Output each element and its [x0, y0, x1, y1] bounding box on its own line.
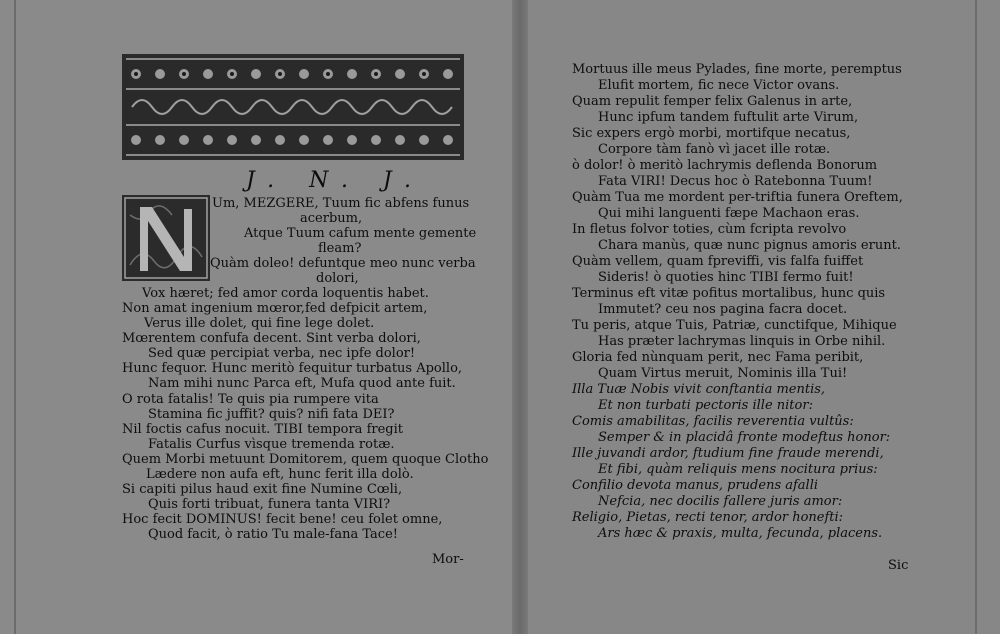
right-verse-line: ò dolor! ò meritò lachrymis deflenda Bonorum: [572, 158, 878, 173]
right-verse-line: Immutet? ceu nos pagina facra docet.: [598, 302, 848, 317]
right-verse-line: In fletus folvor toties, cùm fcripta revolvo: [572, 222, 847, 237]
right-verse-line: Sideris! ò quoties hinc TIBI fermo fuit!: [598, 270, 854, 285]
right-verse-line: Quàm vellem, quam fpreviffi, vis falfa fuiffet: [572, 254, 864, 269]
left-catchword: Mor-: [432, 552, 464, 567]
right-verse-line: Semper & in placidâ fronte modeftus honor:: [598, 430, 891, 445]
right-verse-line: Ille juvandi ardor, ftudium fine fraude merendi,: [572, 446, 884, 461]
right-verse-line: Fata VIRI! Decus hoc ò Ratebonna Tuum!: [598, 174, 873, 189]
right-verse-line: Sic expers ergò morbi, mortifque necatus,: [572, 126, 851, 141]
left-verse-line: Nil foctis cafus nocuit. TIBI tempora fregit: [122, 422, 403, 437]
left-verse-line: O rota fatalis! Te quis pia rumpere vita: [122, 392, 379, 407]
right-verse-line: Et non turbati pectoris ille nitor:: [598, 398, 813, 413]
right-verse-line: Elufit mortem, fic nece Victor ovans.: [598, 78, 840, 93]
decorated-initial-n: [122, 195, 210, 281]
left-verse-line: Hunc fequor. Hunc meritò fequitur turbatus Apollo,: [122, 361, 463, 376]
left-verse-line: Non amat ingenium mœror,fed defpicit artem,: [122, 301, 428, 316]
left-verse-line: Quis forti tribuat, funera tanta VIRI?: [148, 497, 391, 512]
right-page-edge: [975, 0, 977, 634]
left-verse-line: fleam?: [318, 241, 362, 256]
left-verse-line: Vox hæret; fed amor corda loquentis habet.: [142, 286, 429, 301]
right-verse-line: Tu peris, atque Tuis, Patriæ, cunctifque, Mihique: [572, 318, 897, 333]
left-verse-line: Quod facit, ò ratio Tu male-fana Tace!: [148, 527, 398, 542]
left-verse-line: Atque Tuum cafum mente gemente: [244, 226, 477, 241]
left-verse-line: Sed quæ percipiat verba, nec ipfe dolor!: [148, 346, 416, 361]
right-verse-line: Gloria fed nùnquam perit, nec Fama peribit,: [572, 350, 864, 365]
right-verse-line: Nefcia, nec docilis fallere juris amor:: [598, 494, 843, 509]
right-verse-line: Quam repulit femper felix Galenus in arte,: [572, 94, 853, 109]
right-verse-line: Terminus eft vitæ pofitus mortalibus, hunc quis: [572, 286, 886, 301]
right-verse-line: Et fibi, quàm reliquis mens nocitura prius:: [598, 462, 878, 477]
right-verse-line: Hunc ipfum tandem fuftulit arte Virum,: [598, 110, 859, 125]
left-verse-line: dolori,: [316, 271, 359, 286]
left-verse-line: Verus ille dolet, qui fine lege dolet.: [144, 316, 375, 331]
left-verse-line: Quem Morbi metuunt Domitorem, quem quoque Clotho: [122, 452, 489, 467]
right-verse-line: Quàm Tua me mordent per-triftia funera Oreftem,: [572, 190, 903, 205]
right-verse-line: Has præter lachrymas linquis in Orbe nihil.: [598, 334, 886, 349]
left-verse-line: Fatalis Curfus vìsque tremenda rotæ.: [148, 437, 395, 452]
book-gutter: [512, 0, 528, 634]
right-catchword: Sic: [888, 558, 909, 573]
left-verse-line: Mœrentem confufa decent. Sint verba dolori,: [122, 331, 421, 346]
right-verse-line: Mortuus ille meus Pylades, fine morte, peremptus: [572, 62, 902, 77]
right-verse-line: Quam Virtus meruit, Nominis illa Tui!: [598, 366, 848, 381]
ornamental-headpiece: [122, 54, 464, 160]
left-verse-line: Quàm doleo! defuntque meo nunc verba: [210, 256, 476, 271]
left-page-edge: [14, 0, 16, 634]
left-verse-line: Stamina fic juffit? quis? nifi fata DEI?: [148, 407, 395, 422]
right-verse-line: Corpore tàm fanò vì jacet ille rotæ.: [598, 142, 831, 157]
right-verse-line: Qui mihi languenti fæpe Machaon eras.: [598, 206, 860, 221]
right-verse-line: Chara manùs, quæ nunc pignus amoris erunt.: [598, 238, 901, 253]
left-verse-line: Lædere non aufa eft, hunc ferit illa dolò.: [146, 467, 414, 482]
heading-monogram: J. N. J.: [246, 168, 426, 193]
left-verse-line: Nam mihi nunc Parca eft, Mufa quod ante fuit.: [148, 376, 456, 391]
right-verse-line: Religio, Pietas, recti tenor, ardor honefti:: [572, 510, 844, 525]
right-verse-line: Illa Tuæ Nobis vivit conftantia mentis,: [572, 382, 826, 397]
right-verse-line: Ars hæc & praxis, multa, fecunda, placens.: [598, 526, 883, 541]
left-verse-line: Si capiti pilus haud exit fine Numine Cœli,: [122, 482, 403, 497]
left-verse-line: Um, MEZGERE, Tuum fic abfens funus: [212, 196, 470, 211]
left-verse-line: acerbum,: [300, 211, 363, 226]
right-verse-line: Confilio devota manus, prudens afalli: [572, 478, 819, 493]
right-verse-line: Comis amabilitas, facilis reverentia vultûs:: [572, 414, 854, 429]
left-verse-line: Hoc fecit DOMINUS! fecit bene! ceu folet omne,: [122, 512, 443, 527]
